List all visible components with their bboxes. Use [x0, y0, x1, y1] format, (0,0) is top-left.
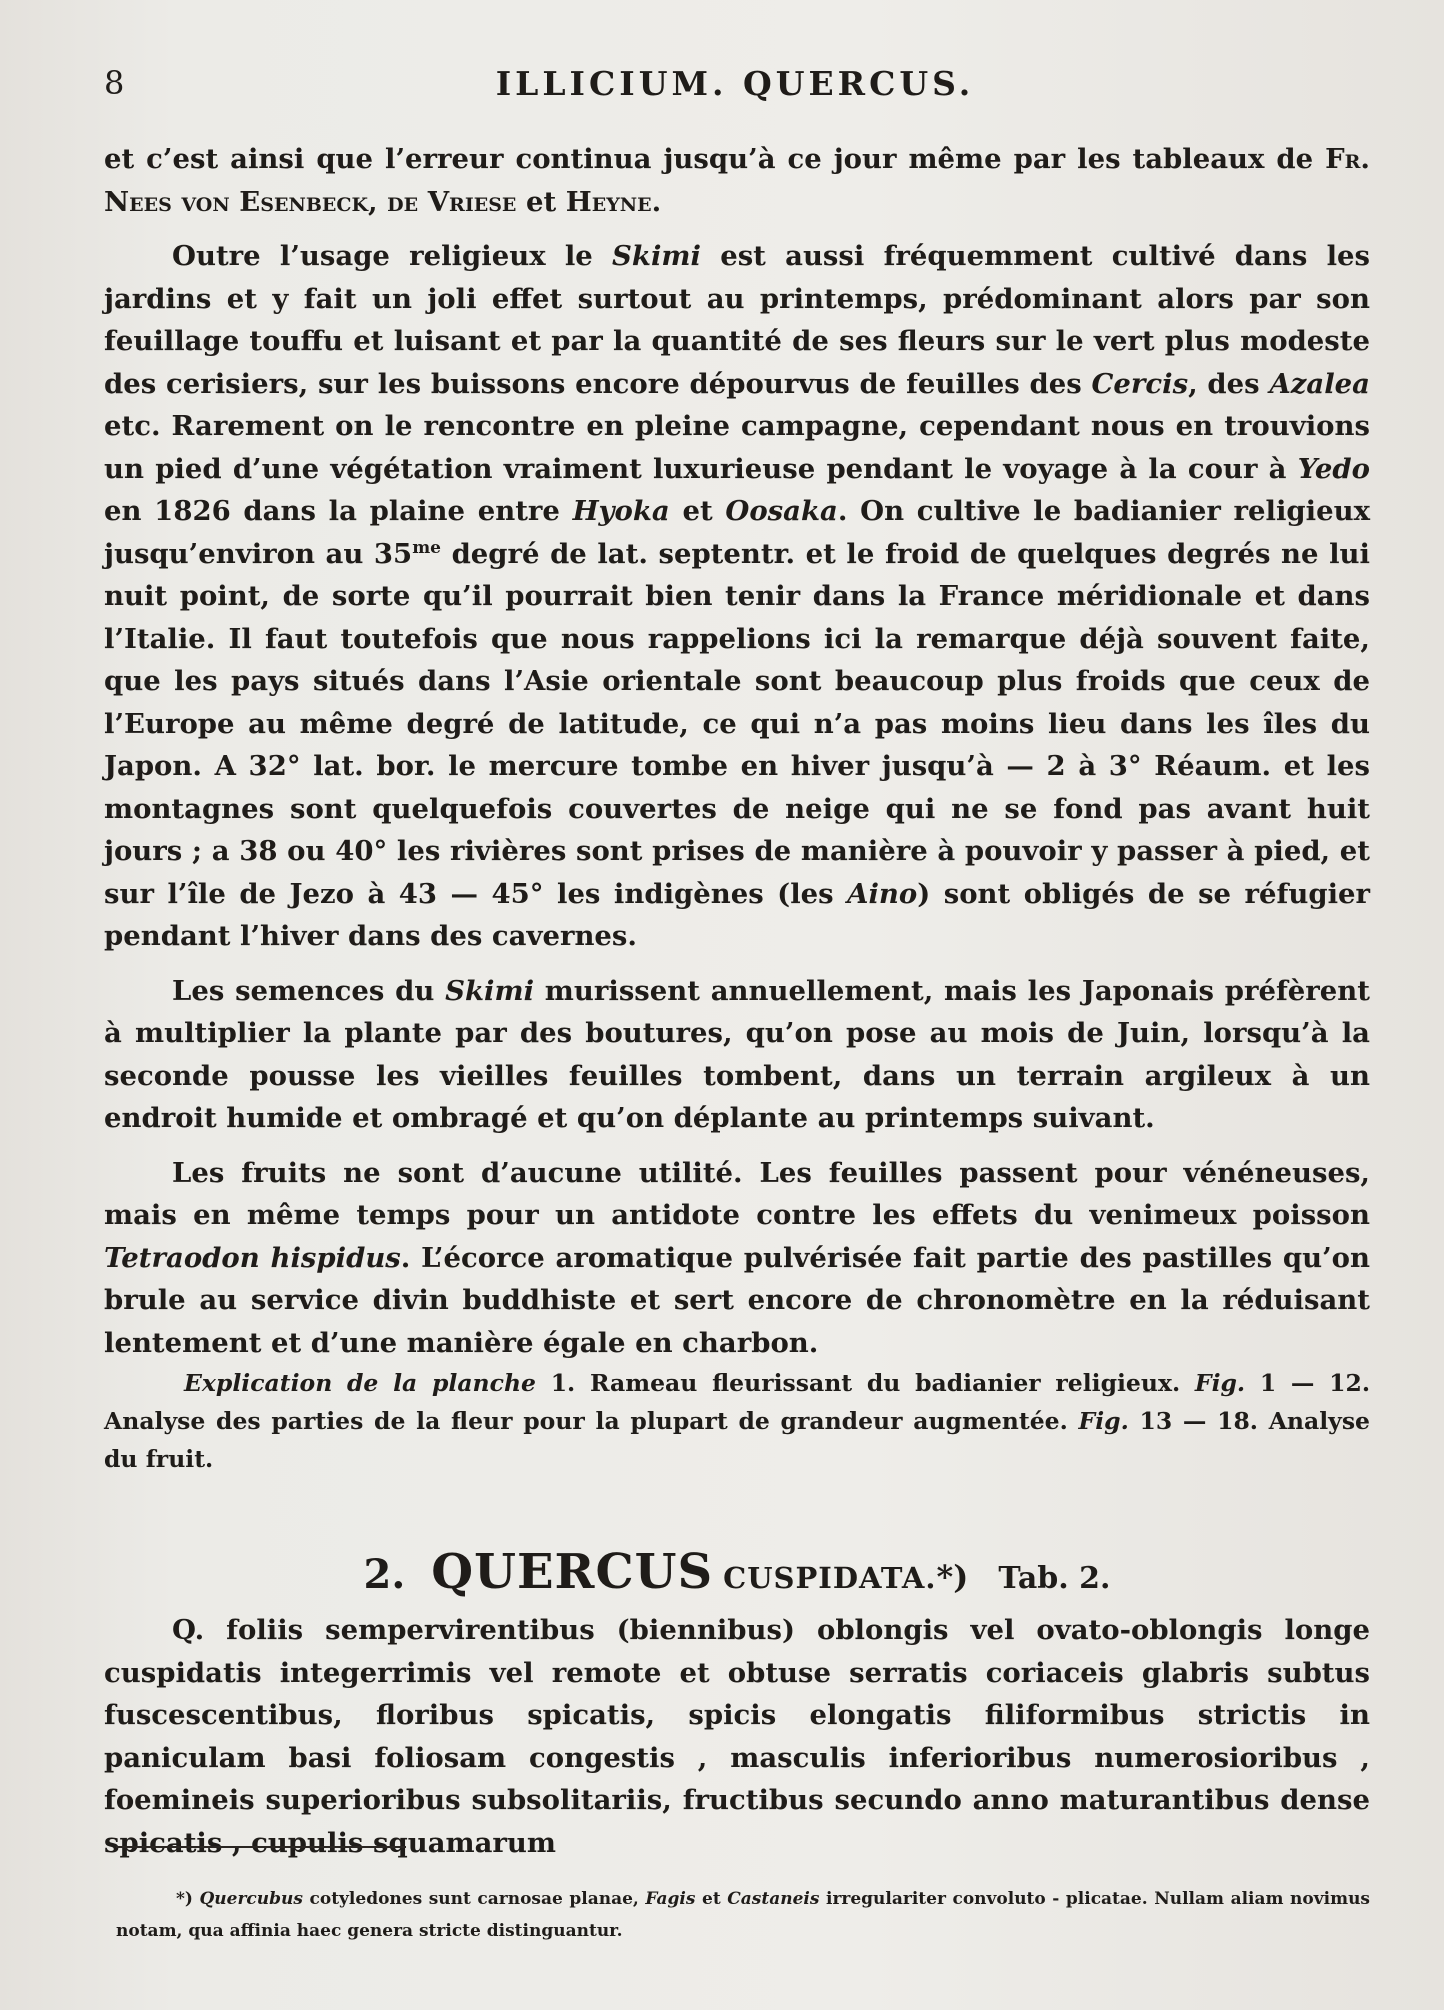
section-number: 2.: [363, 1551, 406, 1598]
footnote: *) Quercubus cotyledones sunt carnosae planae, Fagis et Castaneis irregulariter convoluto - plicatae. Nullam aliam novimus notam, qua affinia haec genera stricte distinguantur.: [116, 1889, 1370, 1941]
latin-diagnosis: Q. foliis sempervirentibus (biennibus) oblongis vel ovato-oblongis longe cuspidatis integerrimis vel remote et obtuse serratis coriaceis glabris subtus fuscescentibus, floribus spicatis, spicis elongatis filiformibus strictis in paniculam basi foliosam congestis , masculis inferioribus numerosioribus , foemineis superioribus subsolitariis, fructibus secundo anno maturantibus dense spicatis , cupulis squamarum: [104, 1614, 1370, 1859]
paragraph-uses: Les fruits ne sont d’aucune utilité. Les feuilles passent pour vénéneuses, mais en même temps pour un antidote contre les effets du venimeux poisson Tetraodon hispidus. L’écorce aromatique pulvérisée fait partie des pastilles qu’on brule au service divin buddhiste et sert encore de chronomètre en la réduisant lentement et d’une manière égale en charbon.: [104, 1156, 1370, 1359]
author-name: Fr. Nees von Esenbeck: [104, 143, 1370, 218]
section-species: CUSPIDATA.: [723, 1561, 937, 1595]
page-number: 8: [104, 64, 125, 102]
paragraph-continuation: et c’est ainsi que l’erreur continua jusqu’à ce jour même par les tableaux de Fr. Nees von Esenbeck, de Vriese et Heyne.: [104, 143, 1370, 218]
paragraph-cultivation: Outre l’usage religieux le Skimi est aussi fréquemment cultivé dans les jardins et y fait un joli effet surtout au printemps, prédominant alors par son feuillage touffu et luisant et par la quantité de ses fleurs sur le vert plus modeste des cerisiers, sur les buissons encore dépourvus de feuilles des Cercis, des Azalea etc. Rarement on le rencontre en pleine campagne, cependant nous en trouvions un pied d’une végétation vraiment luxurieuse pendant le voyage à la cour à Yedo en 1826 dans la plaine entre Hyoka et Oosaka. On cultive le badianier religieux jusqu’environ au $35^{me}$ degré de lat. septentr. et le froid de quelques degrés ne lui nuit point, de sorte qu’il pourrait bien tenir dans la France méridionale et dans l’Italie. Il faut toutefois que nous rappelions ici la remarque déjà souvent faite, que les pays situés dans l’Asie orientale sont beaucoup plus froids que ceux de l’Europe au même degré de latitude, ce qui n’a pas moins lieu dans les îles du Japon. A 32° lat. bor. le mercure tombe en hiver jusqu’à — 2 à 3° Réaum. et les montagnes sont quelquefois couvertes de neige qui ne se fond pas avant huit jours ; a 38 ou 40° les rivières sont prises de manière à pouvoir y passer à pied, et sur l’île de Jezo à 43 — 45° les indigènes (les Aino) sont obligés de se réfugier pendant l’hiver dans des cavernes.: [104, 240, 1371, 952]
section-heading: [104, 1542, 1370, 1609]
footnote-marker: *): [936, 1558, 969, 1596]
footnote-rule: [116, 1846, 406, 1848]
author-name: Heyne: [565, 185, 652, 218]
running-title: ILLICIUM. QUERCUS.: [495, 64, 975, 103]
page-header: [104, 64, 1366, 112]
plate-reference: Tab. 2.: [998, 1561, 1111, 1596]
main-text: [104, 138, 1370, 1864]
author-name: de Vriese: [387, 185, 517, 218]
plate-explanation: Explication de la planche 1. Rameau fleurissant du badianier religieux. Fig. 1 — 12. Analyse des parties de la fleur pour la plupart de grandeur augmentée. Fig. 13 — 18. Analyse du fruit.: [104, 1369, 1371, 1473]
section-genus: QUERCUS: [431, 1544, 714, 1600]
paragraph-propagation: Les semences du Skimi murissent annuellement, mais les Japonais préfèrent à multiplier la plante par des boutures, qu’on pose au mois de Juin, lorsqu’à la seconde pousse les vieilles feuilles tombent, dans un terrain argileux à un endroit humide et ombragé et qu’on déplante au printemps suivant.: [104, 974, 1370, 1134]
